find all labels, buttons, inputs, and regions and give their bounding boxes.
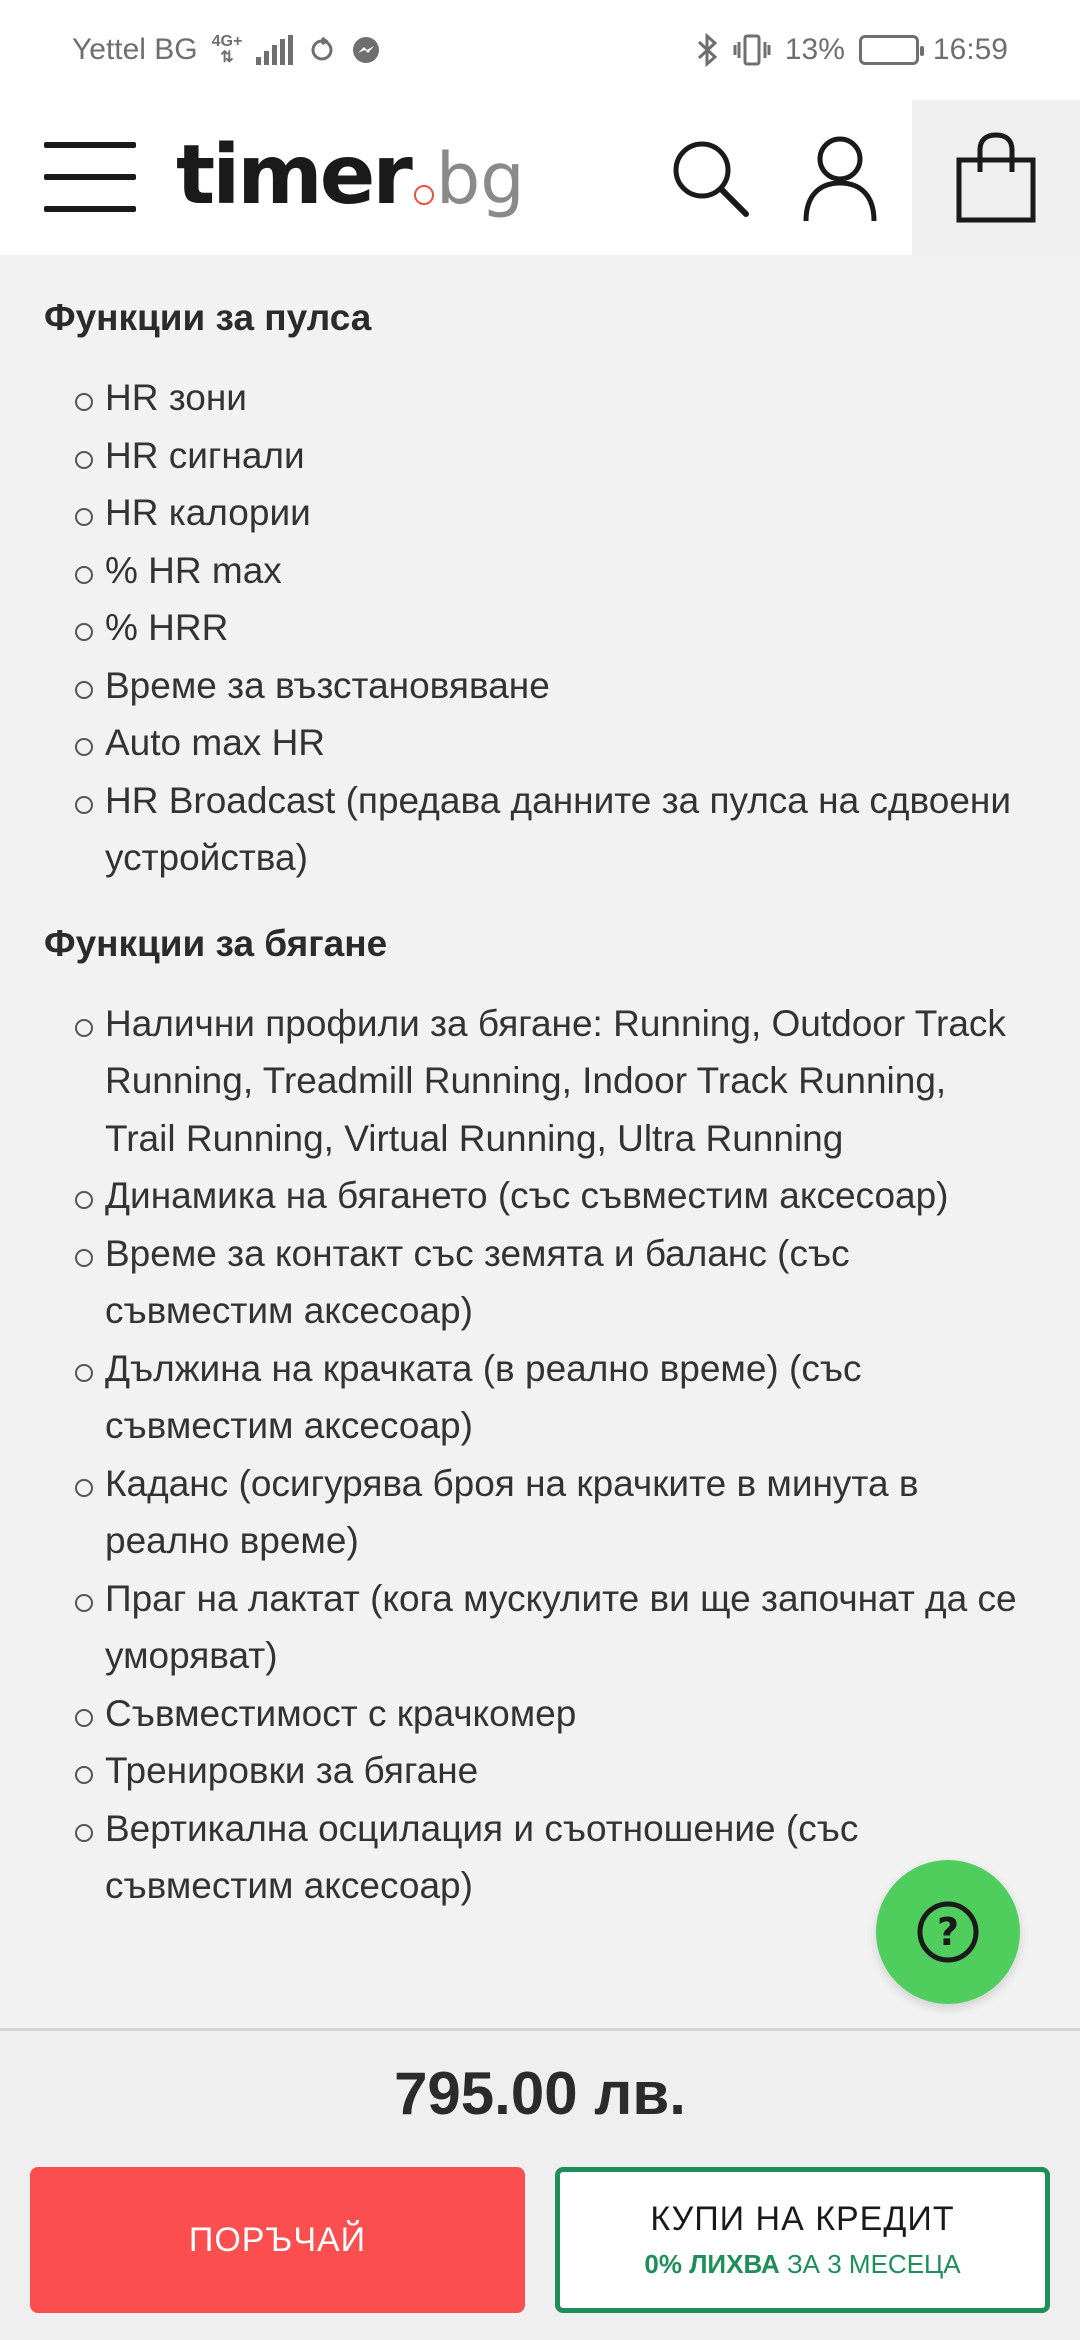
bluetooth-icon [695,33,719,67]
list-item: HR зони [105,369,1036,427]
network-arrows: ⇅ [220,49,234,66]
list-item: HR Broadcast (предава данните за пулса на сдвоени устройства) [105,772,1036,887]
buy-on-credit-button[interactable] [555,2167,1050,2313]
order-button[interactable]: ПОРЪЧАЙ [30,2167,525,2313]
list-item: Динамика на бягането (със съвместим аксесоар) [105,1167,1036,1225]
product-specs [0,255,1080,2028]
list-item: % HRR [105,599,1036,657]
logo-domain: bg [435,138,525,220]
list-item: Налични профили за бягане: Running, Outdoor Track Running, Treadmill Running, Indoor Track Running, Trail Running, Virtual Running, Ultra Running [105,995,1036,1168]
clock: 16:59 [932,33,1008,66]
section-title: Функции за бягане [44,922,388,964]
status-left [72,33,381,67]
battery-percent: 13% [784,33,845,66]
list-item: HR сигнали [105,427,1036,485]
feature-list [44,369,1036,887]
logo-clock-dot [414,185,434,205]
feature-list [44,995,1036,1915]
purchase-bar [0,2028,1080,2340]
list-item: Дължина на крачката (в реално време) (със съвместим аксесоар) [105,1340,1036,1455]
list-item: Вертикална осцилация и съотношение (със съвместим аксесоар) [105,1800,1036,1915]
network-type [212,34,243,66]
credit-label: КУПИ НА КРЕДИТ [650,2200,955,2238]
account-icon[interactable] [790,128,890,228]
status-bar [0,0,1080,100]
menu-icon[interactable] [44,142,136,212]
list-item: % HR max [105,542,1036,600]
list-item: Съвместимост с крачкомер [105,1685,1036,1743]
list-item: Праг на лактат (кога мускулите ви ще започнат да се уморяват) [105,1570,1036,1685]
svg-text:?: ? [936,1910,960,1954]
carrier-name: Yettel BG [72,33,198,66]
help-button[interactable] [876,1860,1020,2004]
list-item: Тренировки за бягане [105,1742,1036,1800]
list-item: Време за контакт със земята и баланс (със съвместим аксесоар) [105,1225,1036,1340]
list-item: HR калории [105,484,1036,542]
list-item: Каданс (осигурява броя на крачките в минута в реално време) [105,1455,1036,1570]
list-item: Време за възстановяване [105,657,1036,715]
logo-text: timer [176,128,410,223]
site-header [0,100,1080,255]
sync-icon [307,35,337,65]
signal-icon [256,35,293,65]
credit-duration: ЗА 3 МЕСЕЦА [779,2249,961,2279]
credit-terms [644,2249,960,2280]
messenger-icon [351,35,381,65]
status-right [695,33,1008,67]
question-icon [915,1899,981,1965]
search-icon[interactable] [660,128,760,228]
site-logo[interactable] [176,116,525,236]
cart-button[interactable] [912,100,1080,255]
section-title: Функции за пулса [44,297,372,338]
list-item: Auto max HR [105,714,1036,772]
product-price: 795.00 лв. [394,2060,686,2127]
credit-interest: 0% ЛИХВА [644,2249,780,2279]
shopping-bag-icon [954,132,1038,224]
vibrate-icon [733,33,771,67]
network-type-label: 4G+ [211,33,243,50]
battery-icon [859,35,919,65]
